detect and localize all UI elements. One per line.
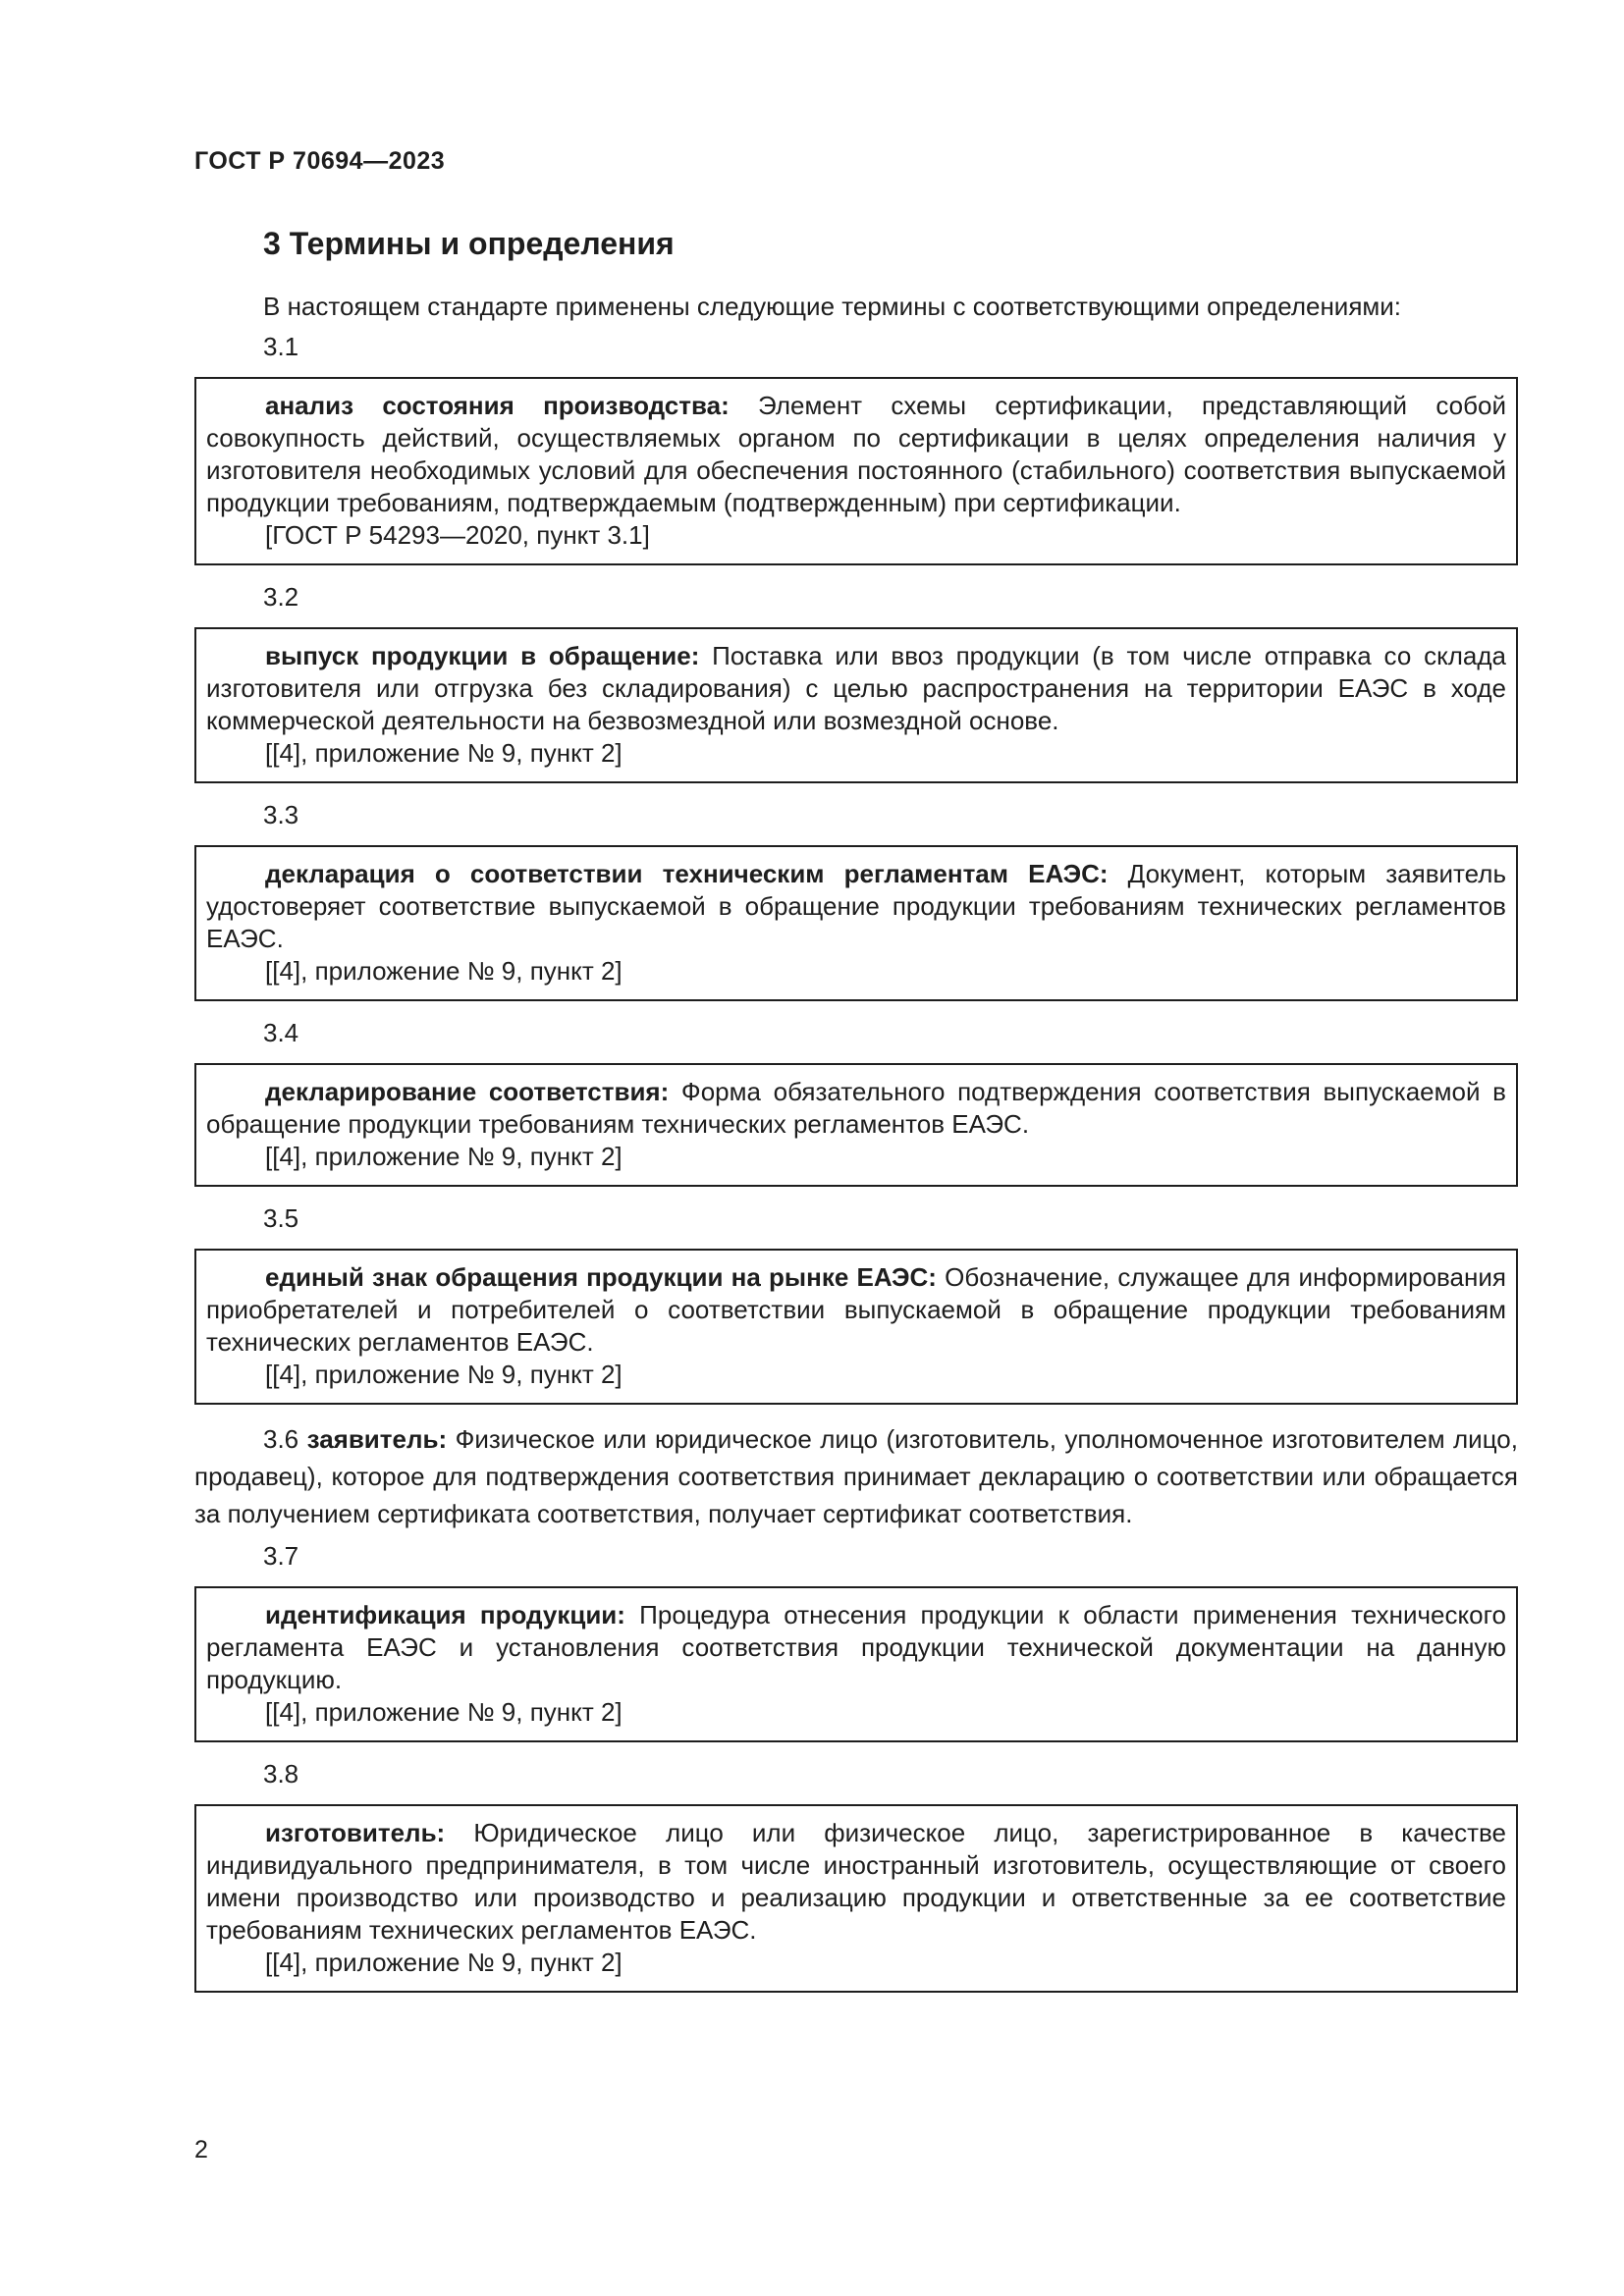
term-definition: [206, 858, 1506, 955]
definition-text: Элемент схемы сертификации, представляющий собой совокупность действий, осуществляемых органом по сертификации в целях определения наличия у изготовителя необходимых условий для обеспечения постоянного (стабильного) соответствия выпускаемой продукции требованиям, подтверждаемым (подтвержденным) при сертификации.: [206, 391, 1506, 517]
term-definition: [206, 1076, 1506, 1141]
term-box: [194, 627, 1518, 783]
plain-term-entry: [194, 1420, 1518, 1532]
intro-text: В настоящем стандарте применены следующие термины с соответствующими определениями:: [263, 292, 1402, 321]
term-number: 3.2: [263, 582, 299, 612]
term-name: изготовитель:: [265, 1818, 446, 1847]
term-number: 3.8: [263, 1759, 299, 1789]
term-box: [194, 1063, 1518, 1187]
term-name: идентификация продукции:: [265, 1600, 625, 1629]
term-number: 3.6: [263, 1424, 299, 1454]
term-name: декларация о соответствии техническим регламентам ЕАЭС:: [265, 859, 1109, 888]
definition-text: Юридическое лицо или физическое лицо, зарегистрированное в качестве индивидуального предпринимателя, в том числе иностранный изготовитель, осуществляющие от своего имени производство или производство и реализацию продукции и ответственные за ее соответствие требованиям технических регламентов ЕАЭС.: [206, 1818, 1506, 1945]
definition-text: Обозначение, служащее для информирования приобретателей и потребителей о соответствии выпускаемой в обращение продукции требованиям технических регламентов ЕАЭС.: [206, 1262, 1506, 1357]
term-source: [[4], приложение № 9, пункт 2]: [265, 1360, 623, 1389]
term-source: [[4], приложение № 9, пункт 2]: [265, 1697, 623, 1727]
term-number: 3.3: [263, 800, 299, 829]
term-number: 3.4: [263, 1018, 299, 1047]
term-source: [[4], приложение № 9, пункт 2]: [265, 1948, 623, 1977]
term-definition: [206, 1261, 1506, 1359]
term-name: заявитель:: [306, 1424, 448, 1454]
term-source: [[4], приложение № 9, пункт 2]: [265, 1142, 623, 1171]
term-definition: [206, 1817, 1506, 1947]
term-number: 3.7: [263, 1541, 299, 1571]
term-source: [[4], приложение № 9, пункт 2]: [265, 956, 623, 986]
document-code-header: ГОСТ Р 70694—2023: [194, 147, 446, 175]
terms-content: [194, 291, 1518, 2008]
term-box: [194, 377, 1518, 565]
term-number: 3.5: [263, 1203, 299, 1233]
term-name: единый знак обращения продукции на рынке ЕАЭС:: [265, 1262, 937, 1292]
definition-text: Физическое или юридическое лицо (изготовитель, уполномоченное изготовителем лицо, продавец), которое для подтверждения соответствия принимает декларацию о соответствии или обращается за получением сертификата соответствия, получает сертификат соответствия.: [194, 1424, 1518, 1528]
page-number: 2: [194, 2136, 208, 2163]
definition-text: Документ, которым заявитель удостоверяет соответствие выпускаемой в обращение продукции требованиям технических регламентов ЕАЭС.: [206, 859, 1506, 953]
term-number: 3.1: [263, 332, 299, 361]
term-name: декларирование соответствия:: [265, 1077, 670, 1106]
term-source: [[4], приложение № 9, пункт 2]: [265, 738, 623, 768]
term-definition: [206, 640, 1506, 737]
term-source: [ГОСТ Р 54293—2020, пункт 3.1]: [265, 520, 650, 550]
term-name: анализ состояния производства:: [265, 391, 730, 420]
term-definition: [206, 1599, 1506, 1696]
definition-text: Процедура отнесения продукции к области применения технического регламента ЕАЭС и установления соответствия продукции технической документации на данную продукцию.: [206, 1600, 1506, 1694]
term-name: выпуск продукции в обращение:: [265, 641, 700, 670]
term-box: [194, 1249, 1518, 1405]
term-box: [194, 845, 1518, 1001]
term-box: [194, 1804, 1518, 1993]
definition-text: Поставка или ввоз продукции (в том числе отправка со склада изготовителя или отгрузка без складирования) с целью распространения на территории ЕАЭС в ходе коммерческой деятельности на безвозмездной или возмездной основе.: [206, 641, 1506, 735]
section-title: 3 Термины и определения: [263, 226, 675, 261]
term-box: [194, 1586, 1518, 1742]
definition-text: Форма обязательного подтверждения соответствия выпускаемой в обращение продукции требованиям технических регламентов ЕАЭС.: [206, 1077, 1506, 1139]
term-definition: [206, 390, 1506, 519]
